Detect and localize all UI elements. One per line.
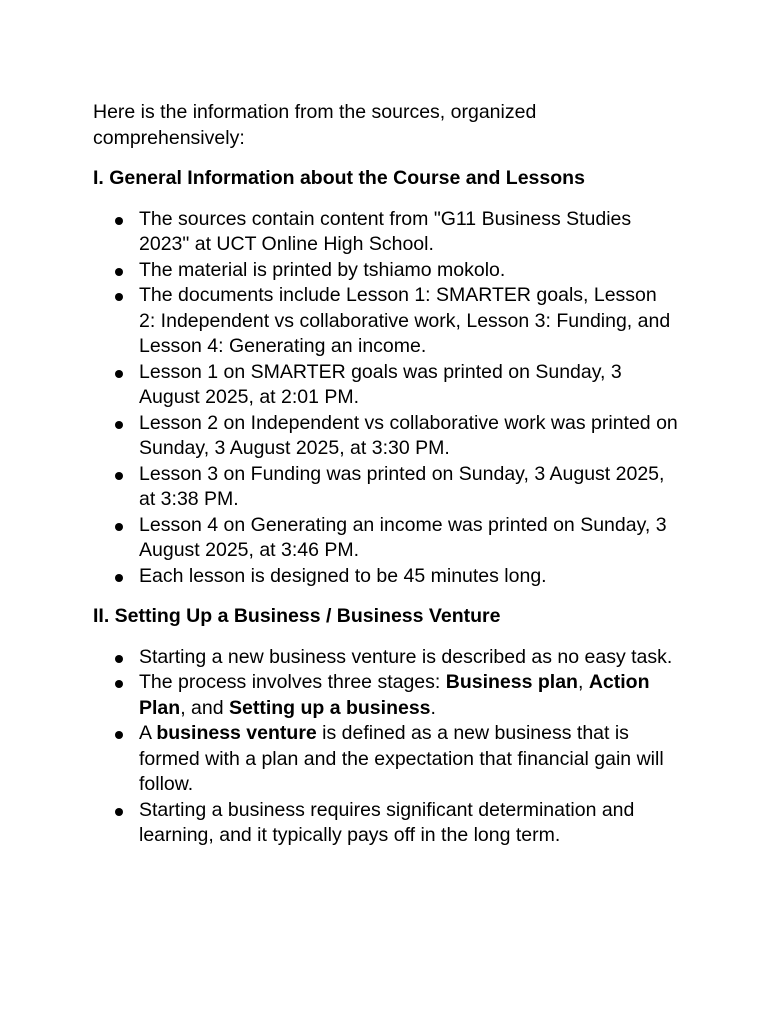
bold-term: Business plan <box>445 671 578 693</box>
list-item: Starting a new business venture is described as no easy task. <box>93 645 678 671</box>
general-info-list <box>93 207 678 590</box>
bullet-icon <box>115 523 123 531</box>
bold-term: business venture <box>156 722 317 744</box>
bullet-icon <box>115 217 123 225</box>
list-item: Lesson 4 on Generating an income was printed on Sunday, 3 August 2025, at 3:46 PM. <box>93 513 678 564</box>
bullet-icon <box>115 293 123 301</box>
bullet-icon <box>115 421 123 429</box>
list-item: The process involves three stages: Business plan, Action Plan, and Setting up a business. <box>93 670 678 721</box>
bullet-icon <box>115 808 123 816</box>
bullet-icon <box>115 370 123 378</box>
section-heading-business-venture: II. Setting Up a Business / Business Venture <box>93 605 501 627</box>
bullet-icon <box>115 655 123 663</box>
list-item: The documents include Lesson 1: SMARTER goals, Lesson 2: Independent vs collaborative work, Lesson 3: Funding, and Lesson 4: Generating an income. <box>93 283 678 360</box>
list-item: A business venture is defined as a new business that is formed with a plan and the expectation that financial gain will follow. <box>93 721 678 798</box>
bold-term: Setting up a business <box>228 696 431 719</box>
list-item: Each lesson is designed to be 45 minutes long. <box>93 564 678 590</box>
section-heading-general-info: I. General Information about the Course and Lessons <box>93 167 585 189</box>
bullet-icon <box>115 680 123 688</box>
business-venture-list <box>93 645 678 849</box>
bullet-icon <box>115 574 123 582</box>
intro-text: Here is the information from the sources, organized comprehensively: <box>93 101 537 149</box>
bullet-icon <box>115 268 123 276</box>
list-item: Starting a business requires significant determination and learning, and it typically pays off in the long term. <box>93 798 678 849</box>
list-item: Lesson 1 on SMARTER goals was printed on Sunday, 3 August 2025, at 2:01 PM. <box>93 360 678 411</box>
bold-term: Action Plan <box>139 671 650 719</box>
bullet-icon <box>115 731 123 739</box>
list-item: Lesson 2 on Independent vs collaborative work was printed on Sunday, 3 August 2025, at 3:30 PM. <box>93 411 678 462</box>
list-item: The sources contain content from "G11 Business Studies 2023" at UCT Online High School. <box>93 207 678 258</box>
bullet-icon <box>115 472 123 480</box>
list-item: Lesson 3 on Funding was printed on Sunday, 3 August 2025, at 3:38 PM. <box>93 462 678 513</box>
list-item: The material is printed by tshiamo mokolo. <box>93 258 678 284</box>
